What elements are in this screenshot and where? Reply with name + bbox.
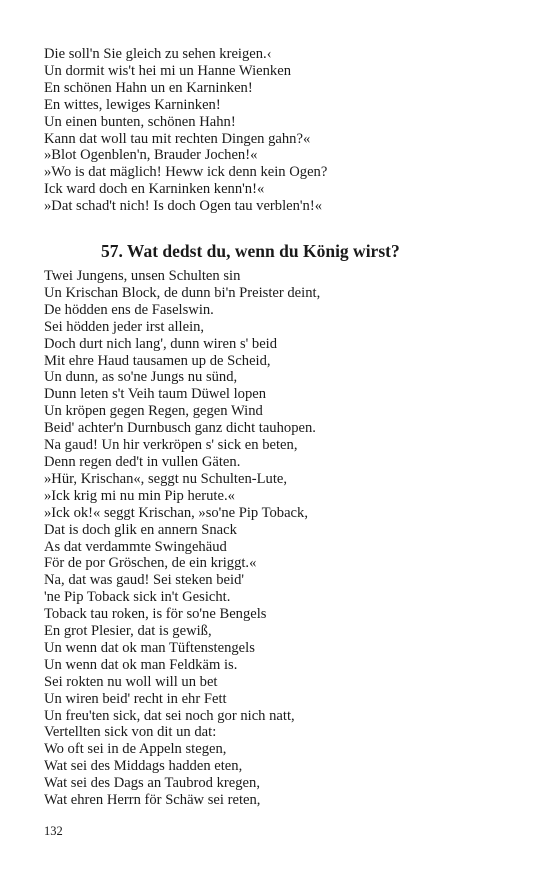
verse-line: Un Krischan Block, de dunn bi'n Preister deint, [44, 284, 321, 301]
verse-line: En grot Plesier, dat is gewiß, [44, 623, 212, 640]
verse-line: »Blot Ogenblen'n, Brauder Jochen!« [44, 147, 258, 164]
page-number: 132 [44, 824, 63, 838]
verse-line: Mit ehre Haud tausamen up de Scheid, [44, 352, 271, 369]
verse-line: En schönen Hahn un en Karninken! [44, 79, 253, 96]
verse-line: As dat verdammte Swingehäud [44, 538, 227, 555]
verse-line: Sei hödden jeder irst allein, [44, 318, 205, 335]
verse-line: De hödden ens de Faselswin. [44, 301, 214, 318]
verse-line: Die soll'n Sie gleich zu sehen kreigen.‹ [44, 46, 272, 62]
poem-body [44, 268, 514, 809]
verse-line: För de por Gröschen, de ein kriggt.« [44, 555, 257, 572]
verse-line: Un kröpen gegen Regen, gegen Wind [44, 403, 263, 420]
verse-line: Un wenn dat ok man Feldkäm is. [44, 656, 238, 673]
verse-line: »Ick krig mi nu min Pip herute.« [44, 487, 235, 504]
verse-line: Vertellten sick von dit un dat: [44, 724, 217, 741]
verse-line: Kann dat woll tau mit rechten Dingen gahn?« [44, 130, 311, 147]
verse-line: Toback tau roken, is för so'ne Bengels [44, 606, 267, 623]
verse-line: Wat sei des Dags an Taubrod kregen, [44, 775, 260, 792]
verse-line: Ick ward doch en Karninken kenn'n!« [44, 181, 265, 198]
verse-line: Twei Jungens, unsen Schulten sin [44, 268, 241, 284]
poem-heading: 57. Wat dedst du, wenn du König wirst? [101, 241, 400, 261]
verse-line: Na gaud! Un hir verkröpen s' sick en beten, [44, 437, 298, 454]
verse-line: Un dunn, as so'ne Jungs nu sünd, [44, 369, 238, 386]
verse-line: Beid' achter'n Durnbusch ganz dicht tauhopen. [44, 420, 316, 437]
verse-line: Doch durt nich lang', dunn wiren s' beid [44, 335, 278, 352]
verse-line: Na, dat was gaud! Sei steken beid' [44, 572, 244, 589]
verse-line: »Hür, Krischan«, seggt nu Schulten-Lute, [44, 470, 287, 487]
verse-line: Un einen bunten, schönen Hahn! [44, 113, 236, 130]
verse-line: 'ne Pip Toback sick in't Gesicht. [44, 589, 231, 606]
previous-poem-ending [44, 46, 514, 215]
verse-line: Wat sei des Middags hadden eten, [44, 758, 243, 775]
verse-line: Sei rokten nu woll will un bet [44, 673, 218, 690]
verse-line: »Dat schad't nich! Is doch Ogen tau verblen'n!« [44, 198, 322, 215]
verse-line: En wittes, lewiges Karninken! [44, 96, 221, 113]
verse-line: »Wo is dat mäglich! Heww ick denn kein Ogen? [44, 164, 328, 181]
verse-line: Un wenn dat ok man Tüftenstengels [44, 639, 255, 656]
verse-line: Dat is doch glik en annern Snack [44, 521, 237, 538]
verse-line: »Ick ok!« seggt Krischan, »so'ne Pip Toback, [44, 504, 308, 521]
verse-line: Un freu'ten sick, dat sei noch gor nich natt, [44, 707, 295, 724]
verse-line: Un wiren beid' recht in ehr Fett [44, 690, 227, 707]
verse-line: Denn regen ded't in vullen Gäten. [44, 453, 241, 470]
verse-line: Wat ehren Herrn för Schäw sei reten, [44, 792, 261, 809]
verse-line: Dunn leten s't Veih taum Düwel lopen [44, 386, 267, 403]
verse-line: Wo oft sei in de Appeln stegen, [44, 741, 227, 758]
verse-line: Un dormit wis't hei mi un Hanne Wienken [44, 62, 291, 79]
